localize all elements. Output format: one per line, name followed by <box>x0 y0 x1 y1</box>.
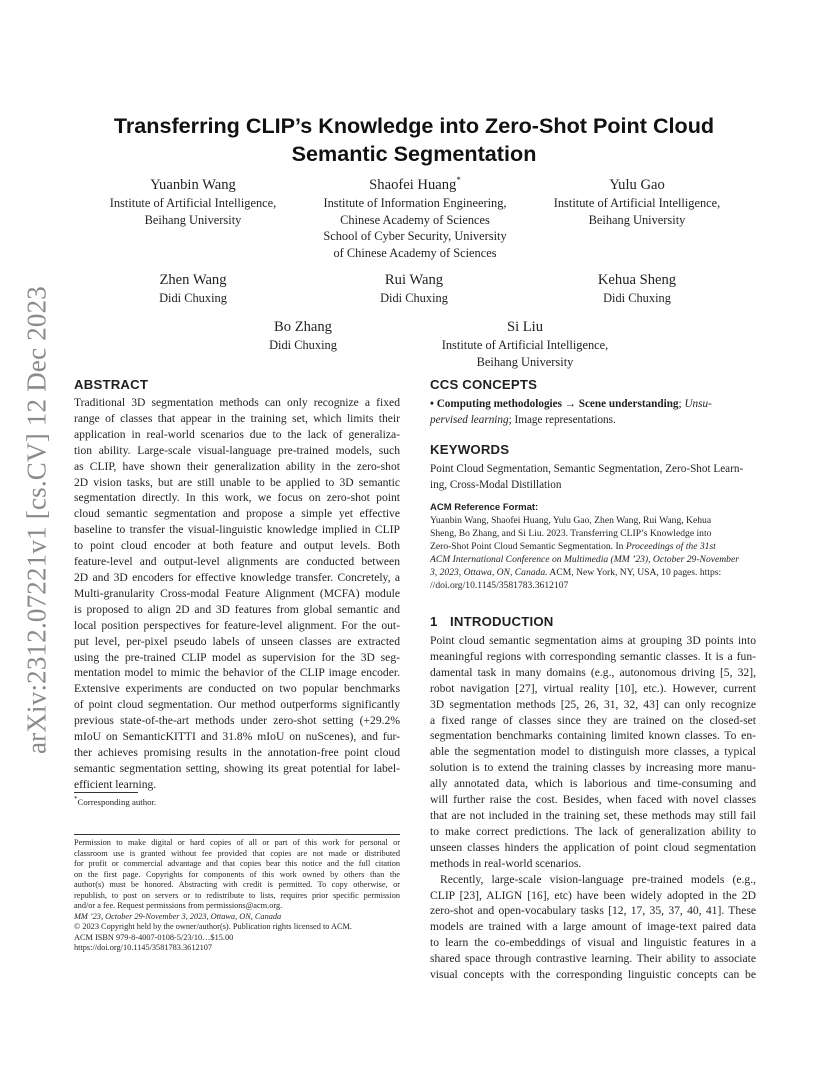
abstract-heading: ABSTRACT <box>74 377 149 392</box>
reference-line <box>430 567 756 580</box>
ccs-concept-italic: pervised learning <box>430 413 509 426</box>
permission-notice <box>74 838 400 954</box>
abstract-line: 2D and 3D encoders for effective knowledge transfer. Concretely, a <box>74 570 400 584</box>
author-affiliation: Institute of Artificial Intelligence, <box>553 196 721 210</box>
paragraph-line: to learn the co-embeddings of visual and linguistic features in a <box>430 936 756 950</box>
paragraph-line: Point cloud semantic segmentation aims at grouping 3D points into <box>430 634 756 647</box>
footnote-rule <box>74 792 138 793</box>
introduction-heading <box>430 614 756 629</box>
abstract-line: previous state-of-the-art methods under zero-shot setting (+29.2% <box>74 714 400 728</box>
author-affiliation: Didi Chuxing <box>603 291 671 305</box>
doi-line: https://doi.org/10.1145/3581783.3612107 <box>74 943 213 952</box>
introduction-section <box>430 614 756 983</box>
author-name: Yulu Gao <box>609 177 665 193</box>
author-affiliation: Beihang University <box>144 212 242 227</box>
reference-text: ACM, New York, NY, USA, 10 pages. https: <box>547 566 722 578</box>
paragraph-line: able the segmentation model to distinguish more classes, a typical <box>430 745 756 759</box>
abstract-line: Extensive experiments are conducted on two popular benchmarks <box>74 682 400 696</box>
paragraph-line: ally annotated data, which is laborious and time-consuming and <box>430 777 756 791</box>
paragraph-line: robot navigation [27], virtual reality [10], etc.). However, current <box>430 681 756 695</box>
ccs-section <box>430 377 756 428</box>
abstract-line: is proposed to align 2D and 3D features from global semantic and <box>74 602 400 616</box>
author-affiliation: Chinese Academy of Sciences <box>340 212 490 227</box>
abstract-line: Multi-granularity Cross-modal Feature Alignment (MCFA) module <box>74 586 400 600</box>
abstract-section <box>74 377 400 793</box>
author-affiliation: Didi Chuxing <box>380 291 448 305</box>
abstract-line: as CLIP, have shown their generalization ability in the zero-shot <box>74 459 400 473</box>
author-block <box>310 271 518 307</box>
reference-text: Zero-Shot Point Cloud Semantic Segmentation. In <box>430 540 624 552</box>
reference-line: Yuanbin Wang, Shaofei Huang, Yulu Gao, Zhen Wang, Rui Wang, Kehua <box>430 515 712 526</box>
footnote-text: Corresponding author. <box>77 797 157 807</box>
section-title: INTRODUCTION <box>450 614 554 629</box>
paragraph-line: visual concepts with the corresponding linguistic concepts can be <box>430 968 756 982</box>
author-affiliation: Institute of Information Engineering, <box>323 196 507 210</box>
footnote-mark: * <box>74 795 78 804</box>
keywords-section <box>430 442 756 493</box>
abstract-line: of point cloud segmentation. Our method outperforms significantly <box>74 698 400 712</box>
reference-line: //doi.org/10.1145/3581783.3612107 <box>430 579 569 591</box>
permission-line: classroom use is granted without fee provided that copies are not made or distributed <box>74 848 400 858</box>
abstract-line: put level, per-pixel pseudo labels of unseen classes are extracted <box>74 634 400 648</box>
paragraph-line: 3D segmentation methods [25, 26, 31, 32, 43] can only recognize <box>430 697 756 711</box>
paragraph-line: CLIP [23], ALIGN [16], etc) have been widely adopted in the 2D <box>430 888 756 902</box>
paragraph-line: damental task in many domains (e.g., autonomous driving [5, 32], <box>430 665 756 679</box>
abstract-line: 2D vision tasks, but are still unable to be applied to 3D semantic <box>74 475 400 489</box>
paragraph-line: will further raise the cost. Besides, when faced with novel classes <box>430 793 756 807</box>
abstract-line: cloud semantic segmentation and propose a simple yet effective <box>74 507 400 521</box>
ccs-concept-rest: ; Image representations. <box>508 413 616 426</box>
reference-italic: ACM International Conference on Multimedia (MM ’23), October 29-November <box>430 553 739 565</box>
reference-italic: Proceedings of the 31st <box>625 540 716 552</box>
reference-format-heading: ACM Reference Format: <box>430 502 539 513</box>
paragraph-line: methods in real-world scenarios. <box>430 856 582 870</box>
ccs-line: • Computing methodologies → Scene understanding; Unsu- <box>430 398 712 410</box>
author-affiliation: of Chinese Academy of Sciences <box>333 245 497 260</box>
author-name: Kehua Sheng <box>597 272 677 288</box>
permission-line: for profit or commercial advantage and that copies bear this notice and the full citation <box>74 859 400 868</box>
reference-line <box>430 554 756 567</box>
author-affiliation: Didi Chuxing <box>159 291 227 305</box>
author-name: Zhen Wang <box>159 272 227 288</box>
author-affiliation: Beihang University <box>588 212 686 227</box>
keywords-body <box>430 462 756 493</box>
reference-italic: 3, 2023, Ottawa, ON, Canada. <box>430 566 548 578</box>
paragraph-line: shared space through contrastive learning. Their ability to associate <box>430 952 756 966</box>
paper-title <box>90 112 738 168</box>
paragraph-line: Recently, large-scale vision-language pre-trained models (e.g., <box>440 872 756 886</box>
paragraph-line: solution is to extend the training classes by increasing more manu- <box>430 761 756 775</box>
isbn-line: ACM ISBN 979-8-4007-0108-5/23/10…$15.00 <box>74 932 234 942</box>
author-block <box>420 318 630 370</box>
author-name-text: Shaofei Huang <box>369 177 457 193</box>
author-affiliation: Didi Chuxing <box>269 338 337 352</box>
author-affiliation: Institute of Artificial Intelligence, <box>441 338 609 352</box>
ccs-concept-italic: Unsu- <box>684 398 712 410</box>
author-block <box>534 176 740 228</box>
arxiv-sidebar <box>12 285 62 755</box>
paragraph-line: models are trained with a large amount of image-text paired data <box>430 920 756 934</box>
abstract-line: tion ability. Large-scale visual-language pre-trained models, such <box>74 443 400 457</box>
keywords-line: ing, Cross-Modal Distillation <box>430 478 562 491</box>
introduction-paragraph-2 <box>430 872 756 983</box>
author-name: Yuanbin Wang <box>150 177 236 193</box>
ccs-line <box>430 413 756 429</box>
reference-format-body <box>430 515 756 592</box>
author-name: Bo Zhang <box>274 319 332 335</box>
author-name <box>306 176 524 195</box>
abstract-line: mIoU on SemanticKITTI and 31.8% mIoU on nuScenes), and fur- <box>74 730 400 744</box>
permission-text <box>74 838 400 912</box>
copyright-line: © 2023 Copyright held by the owner/author(s). Publication rights licensed to ACM. <box>74 922 352 931</box>
reference-format-section <box>430 502 756 592</box>
conference-venue: MM ’23, October 29-November 3, 2023, Ottawa, ON, Canada <box>74 911 282 921</box>
permission-line: author(s) must be honored. Abstracting with credit is permitted. To copy otherwise, or <box>74 880 400 889</box>
ccs-body <box>430 397 756 428</box>
author-block <box>200 318 406 354</box>
reference-line: Sheng, Bo Zhang, and Si Liu. 2023. Transferring CLIP’s Knowledge into <box>430 527 712 539</box>
author-name: Si Liu <box>506 319 544 335</box>
author-block <box>306 176 524 261</box>
keywords-line: Point Cloud Segmentation, Semantic Segmentation, Zero-Shot Learn- <box>430 463 744 475</box>
paragraph-line: that are not included in the training set, these methods may still fail <box>430 808 756 822</box>
section-number: 1 <box>430 614 438 629</box>
author-block <box>534 271 740 307</box>
author-affiliation: Institute of Artificial Intelligence, <box>109 196 277 210</box>
permission-line: on the first page. Copyrights for components of this work owned by others than the <box>74 869 400 879</box>
permission-rule <box>74 834 400 835</box>
permission-line: republish, to post on servers or to redistribute to lists, requires prior specific permission <box>74 890 400 900</box>
corresponding-author-mark: * <box>456 175 461 186</box>
introduction-paragraph-1 <box>430 633 756 872</box>
abstract-line: using the pre-trained CLIP model as supervision for the 3D seg- <box>74 650 400 664</box>
abstract-line: ther achieves promising results in the annotation-free point cloud <box>74 745 400 759</box>
paragraph-line: zero-shot and open-vocabulary tasks [12, 17, 35, 37, 40, 41]. These <box>430 904 756 918</box>
abstract-line: feature-level and output-level alignments are conducted between <box>74 555 400 569</box>
permission-line: Permission to make digital or hard copies of all or part of this work for personal or <box>74 838 400 847</box>
abstract-line: semantic segmentation setting, showing its great potential for label- <box>74 761 400 775</box>
paragraph-line: to make correct predictions. The lack of generalization ability to <box>430 824 756 838</box>
author-affiliation: Beihang University <box>476 354 574 369</box>
permission-line: and/or a fee. Request permissions from permissions@acm.org. <box>74 901 283 910</box>
keywords-heading: KEYWORDS <box>430 442 510 457</box>
author-block <box>90 271 296 307</box>
abstract-line: to point cloud encoder at both feature and output levels. Both <box>74 539 400 553</box>
author-affiliation: School of Cyber Security, University <box>323 229 507 243</box>
author-name: Rui Wang <box>384 272 444 288</box>
reference-line <box>430 541 756 554</box>
abstract-line: mentation model to mimic the behavior of the CLIP image encoder. <box>74 666 400 680</box>
ccs-concept: • Computing methodologies → Scene understanding <box>430 398 679 410</box>
arxiv-identifier: arXiv:2312.07221v1 [cs.CV] 12 Dec 2023 <box>21 285 52 755</box>
footnote <box>74 797 156 807</box>
abstract-line: range of classes that appear in the training set, which limits their <box>74 411 400 425</box>
abstract-line: local position perspectives for feature-level alignment. For the out- <box>74 618 400 632</box>
abstract-body <box>74 395 400 793</box>
abstract-line: application in real-world scenarios due to the lack of generaliza- <box>74 427 400 441</box>
paragraph-line: segmentation benchmarks containing limited known classes. To en- <box>430 729 756 743</box>
paragraph-line: meaningful regions with corresponding semantic classes. It is a fun- <box>430 649 756 663</box>
abstract-line: Traditional 3D segmentation methods can only recognize a fixed <box>74 396 400 409</box>
abstract-line: efficient learning. <box>74 777 157 791</box>
paragraph-line: a fixed range of classes since they are trained on the closed-set <box>430 713 756 727</box>
abstract-line: baseline to transfer the visual-linguistic knowledge implied in CLIP <box>74 523 400 537</box>
ccs-heading: CCS CONCEPTS <box>430 377 538 392</box>
paragraph-line: unseen classes hinders the application of point cloud segmentation <box>430 840 756 854</box>
abstract-line: segmentation directly. In this work, we focus on zero-shot point <box>74 491 400 505</box>
title-line-2: Semantic Segmentation <box>291 141 537 166</box>
title-line-1: Transferring CLIP’s Knowledge into Zero-Shot Point Cloud <box>113 113 715 138</box>
author-block <box>90 176 296 228</box>
